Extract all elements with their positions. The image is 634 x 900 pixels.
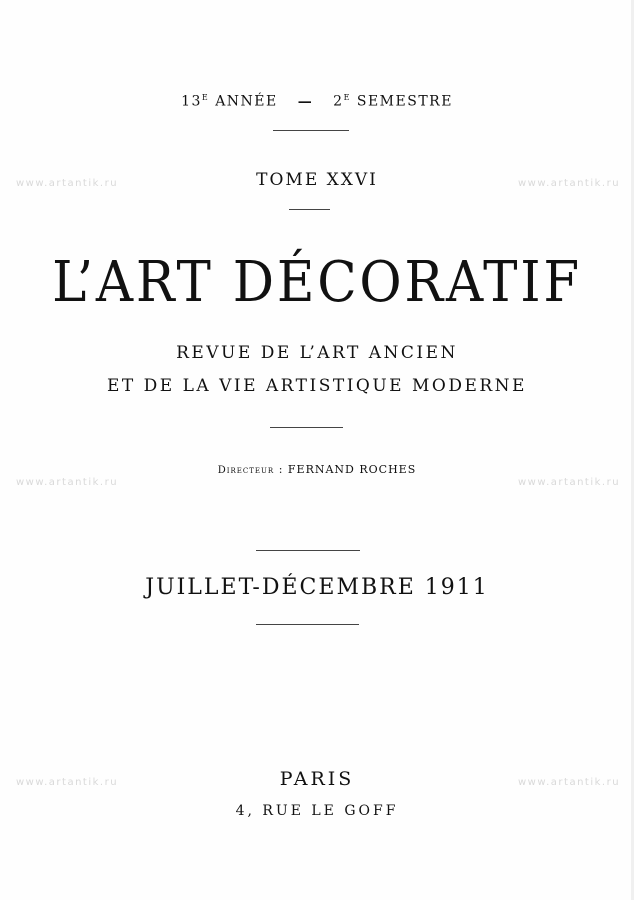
director-name: FERNAND ROCHES — [287, 463, 417, 476]
subtitle-line-1: REVUE DE L’ART ANCIEN — [176, 343, 458, 363]
year-word: ANNÉE — [215, 93, 278, 110]
subtitle-line-2: ET DE LA VIE ARTISTIQUE MODERNE — [107, 376, 527, 396]
divider-rule — [256, 550, 360, 551]
publisher-address: 4, RUE LE GOFF — [235, 803, 399, 819]
semester-word: SEMESTRE — [356, 93, 453, 110]
publisher-city: PARIS — [279, 768, 355, 790]
divider-rule — [273, 130, 349, 131]
director-separator: : — [278, 463, 284, 476]
separator-dash: — — [297, 93, 314, 110]
tome-label: TOME XXVI — [256, 170, 378, 190]
watermark-text: www.artantik.ru — [16, 477, 119, 488]
divider-rule — [256, 624, 359, 625]
director-label: Directeur — [217, 465, 275, 476]
year-number: 13 — [181, 93, 202, 110]
watermark-text: www.artantik.ru — [518, 178, 621, 189]
year-semester-line — [0, 93, 634, 110]
watermark-text: www.artantik.ru — [16, 777, 119, 788]
watermark-text: www.artantik.ru — [518, 777, 621, 788]
watermark-text: www.artantik.ru — [518, 477, 621, 488]
divider-rule — [289, 209, 330, 210]
period-dates: JUILLET-DÉCEMBRE 1911 — [145, 575, 489, 600]
publication-title: L’ART DÉCORATIF — [52, 250, 582, 315]
year-suffix: E — [201, 93, 210, 102]
semester-suffix: E — [343, 93, 351, 102]
divider-rule — [270, 427, 343, 428]
director-line — [0, 463, 634, 476]
semester-number: 2 — [333, 93, 344, 110]
watermark-text: www.artantik.ru — [16, 178, 119, 189]
